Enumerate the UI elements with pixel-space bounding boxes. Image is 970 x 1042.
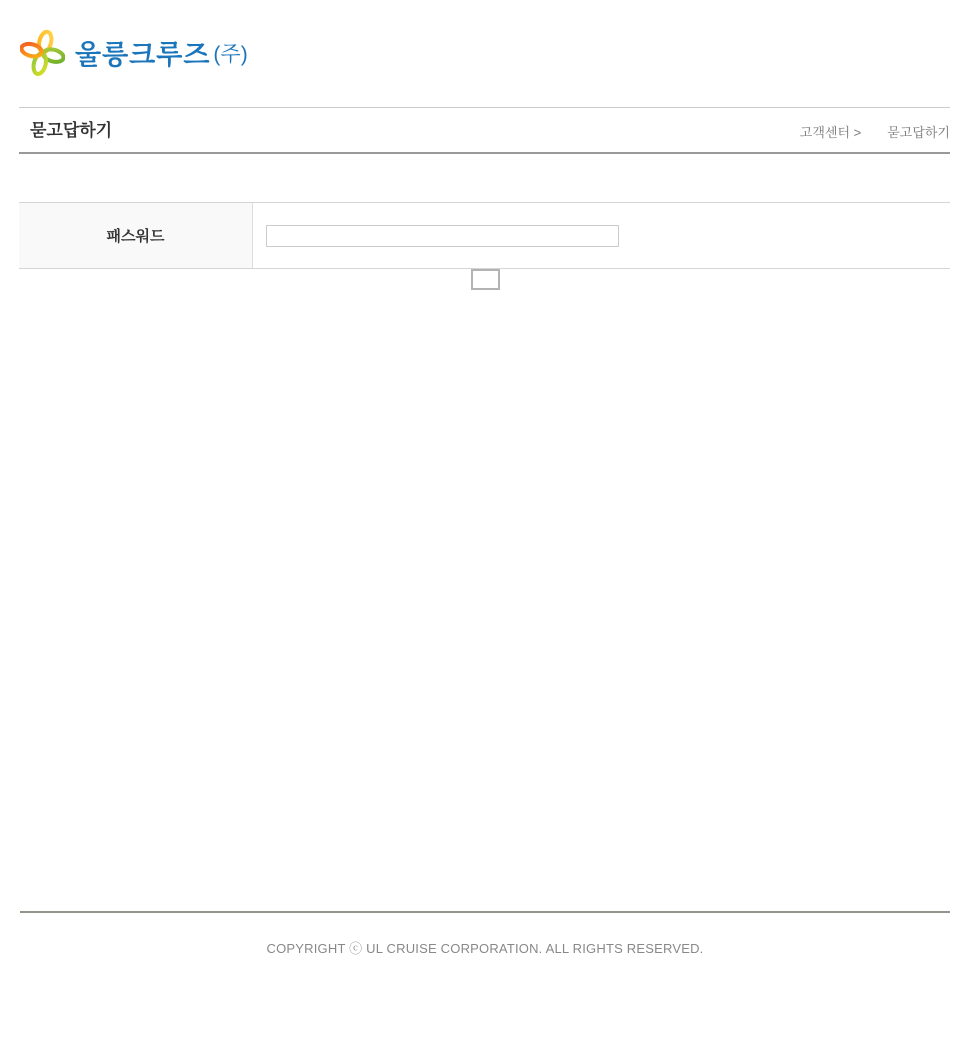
logo-text: 울릉크루즈 bbox=[75, 39, 211, 70]
submit-button[interactable] bbox=[471, 269, 500, 290]
password-input-cell bbox=[253, 203, 950, 268]
password-form bbox=[19, 202, 950, 269]
logo-suffix: (주) bbox=[213, 43, 248, 66]
page-title: 묻고답하기 bbox=[30, 121, 113, 140]
footer-divider bbox=[20, 911, 950, 913]
breadcrumb-item-customer-center[interactable]: 고객센터 > bbox=[799, 125, 862, 140]
breadcrumb bbox=[774, 122, 950, 141]
copyright-text: COPYRIGHT ⓒ UL CRUISE CORPORATION. ALL RIGHTS RESERVED. bbox=[266, 941, 704, 956]
titlebar-top-divider bbox=[19, 107, 950, 108]
password-label: 패스워드 bbox=[19, 203, 253, 268]
password-input[interactable] bbox=[266, 225, 619, 247]
breadcrumb-item-qna[interactable]: 묻고답하기 bbox=[887, 125, 950, 140]
pinwheel-logo-icon bbox=[20, 28, 65, 76]
titlebar-bottom-divider bbox=[19, 152, 950, 154]
logo[interactable] bbox=[20, 27, 248, 77]
